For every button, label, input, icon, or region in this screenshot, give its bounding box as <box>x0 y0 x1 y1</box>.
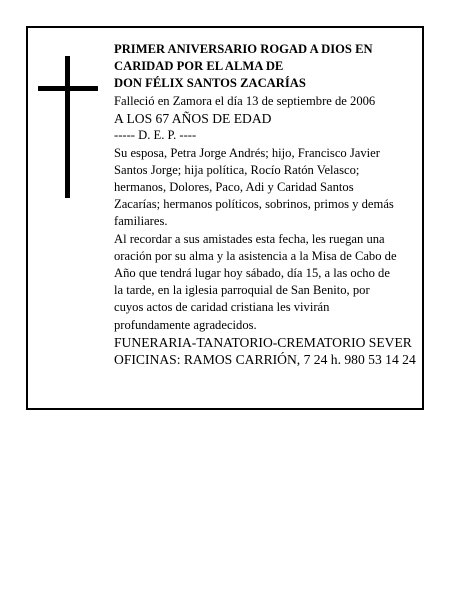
mass-line: profundamente agradecidos. <box>114 317 257 332</box>
mass-line: cuyos actos de caridad cristiana les vivirán <box>114 300 330 315</box>
obituary-notice <box>26 26 424 410</box>
family-line: familiares. <box>114 214 168 229</box>
mass-line: oración por su alma y la asistencia a la Misa de Cabo de <box>114 248 397 263</box>
family-line: Su esposa, Petra Jorge Andrés; hijo, Francisco Javier <box>114 145 380 160</box>
funeral-home-line: FUNERARIA-TANATORIO-CREMATORIO SEVER <box>114 334 412 350</box>
age-line: A LOS 67 AÑOS DE EDAD <box>114 110 272 126</box>
cross-horizontal-bar <box>38 86 98 91</box>
cross-vertical-bar <box>65 56 70 198</box>
family-line: Zacarías; hermanos políticos, sobrinos, primos y demás <box>114 197 394 212</box>
death-info: Falleció en Zamora el día 13 de septiembre de 2006 <box>114 93 376 108</box>
offices-line: OFICINAS: RAMOS CARRIÓN, 7 24 h. 980 53 14 24 <box>114 352 416 368</box>
mass-line: Al recordar a sus amistades esta fecha, les ruegan una <box>114 231 385 246</box>
family-line: hermanos, Dolores, Paco, Adi y Caridad Santos <box>114 180 354 195</box>
heading-line-1: PRIMER ANIVERSARIO ROGAD A DIOS EN <box>114 42 373 56</box>
mass-line: la tarde, en la iglesia parroquial de San Benito, por <box>114 283 370 298</box>
heading-line-2: CARIDAD POR EL ALMA DE <box>114 59 284 74</box>
heading-line-3: DON FÉLIX SANTOS ZACARÍAS <box>114 76 306 91</box>
notice-text <box>114 41 420 369</box>
rip-line: ----- D. E. P. ---- <box>114 128 197 143</box>
mass-line: Año que tendrá lugar hoy sábado, día 15, a las ocho de <box>114 266 390 281</box>
cross-icon <box>38 56 98 198</box>
family-line: Santos Jorge; hija política, Rocío Ratón Velasco; <box>114 162 360 177</box>
